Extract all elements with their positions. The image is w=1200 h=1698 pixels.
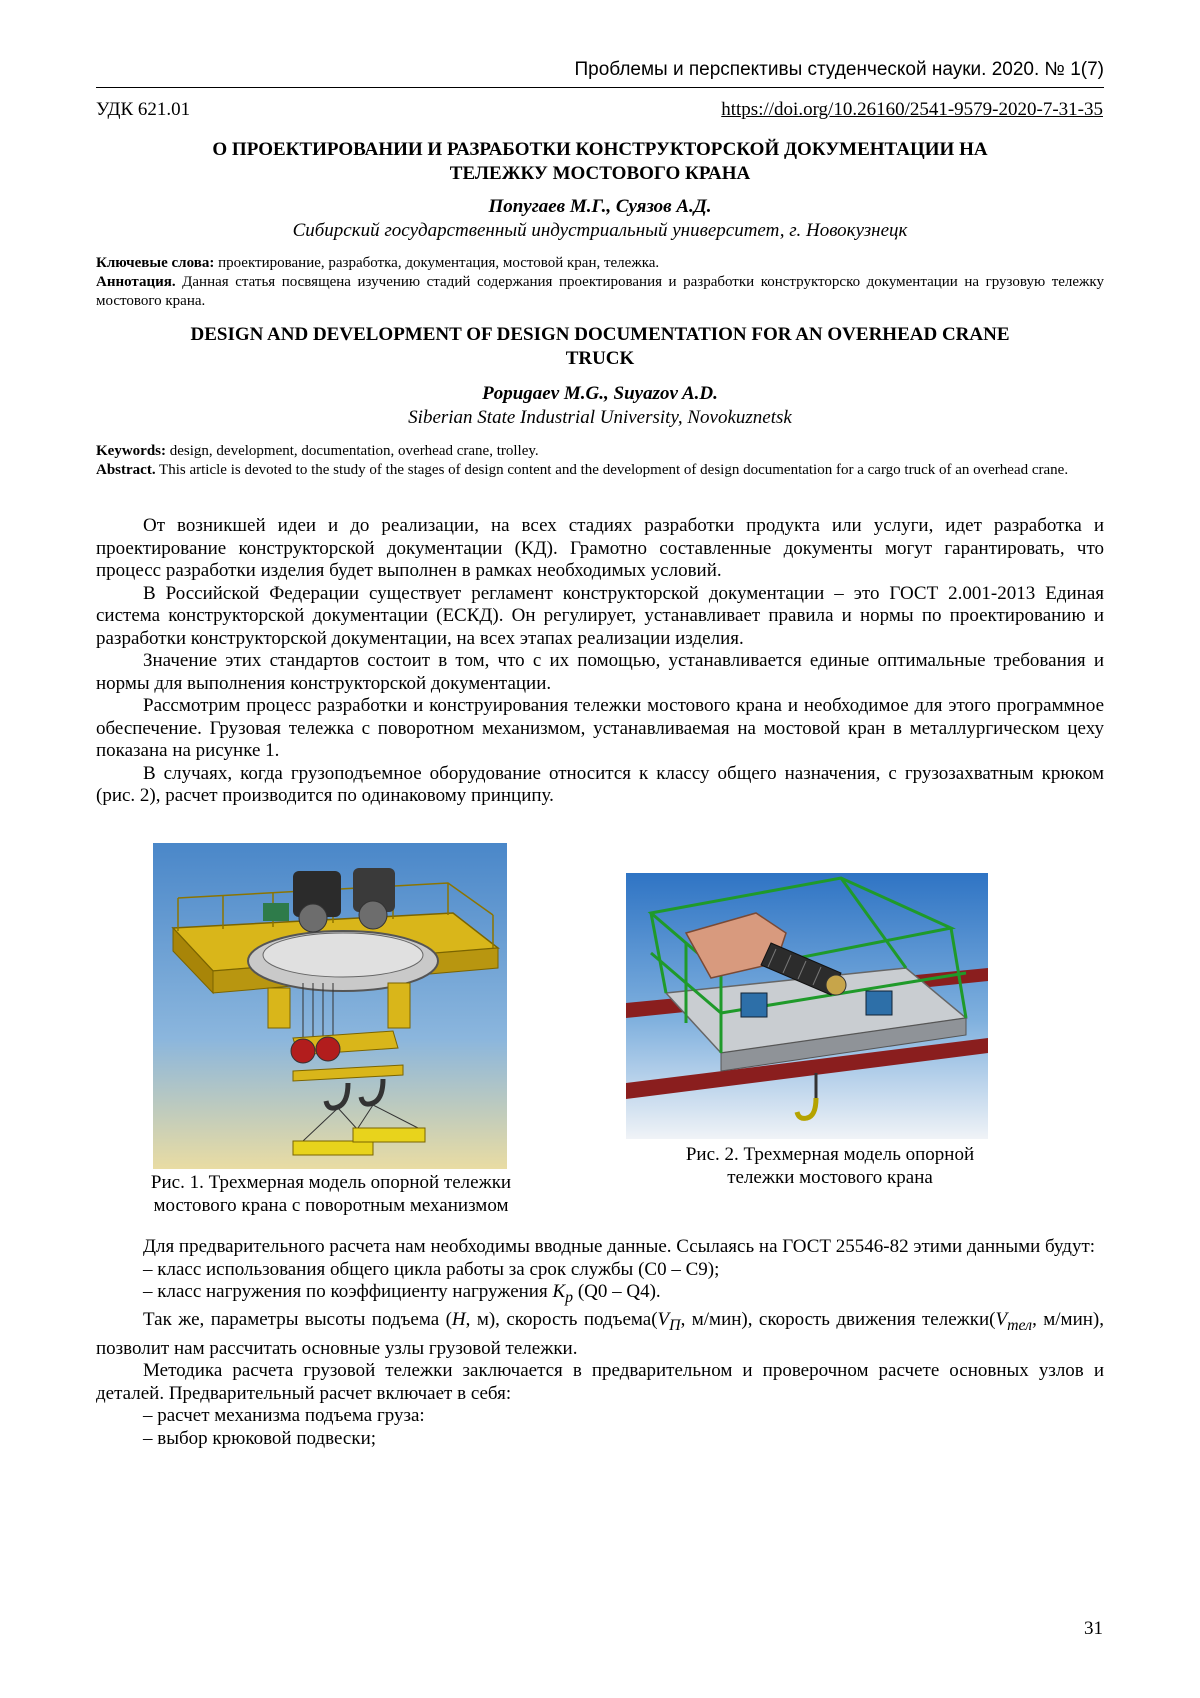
journal-header: Проблемы и перспективы студенческой науки. 2020. № 1(7): [574, 59, 1104, 80]
sheave: [291, 1039, 315, 1063]
ru-title-line-1: О ПРОЕКТИРОВАНИИ И РАЗРАБОТКИ КОНСТРУКТОРСКОЙ ДОКУМЕНТАЦИИ НА: [212, 139, 988, 160]
ru-affiliation: Сибирский государственный индустриальный университет, г. Новокузнецк: [292, 220, 908, 241]
figure-2-image: [626, 873, 988, 1139]
figure-1-caption-line-1: Рис. 1. Трехмерная модель опорной тележки: [150, 1172, 512, 1193]
figure-1-image: [153, 843, 507, 1169]
en-title: [96, 323, 1104, 371]
paragraph: В Российской Федерации существует регламент конструкторской документации – это ГОСТ 2.001-2013 Единая система конструкторской документации (ЕСКД). Он регулирует, устанавливает правила и нормы по проектированию и разработки конструкторской документации, на всех этапах реализации изделия.: [96, 582, 1104, 649]
symbol-v-trolley: V: [995, 1309, 1008, 1331]
load-block: [353, 1128, 425, 1142]
ru-abstract-label: Аннотация.: [96, 274, 176, 290]
symbol-k: K: [552, 1281, 566, 1302]
ru-authors: Попугаев М.Г., Суязов А.Д.: [488, 196, 712, 217]
ru-abstract: [96, 273, 1104, 311]
doi-link[interactable]: https://doi.org/10.26160/2541-9579-2020-7-31-35: [721, 99, 1103, 120]
en-abstract: [96, 461, 1104, 480]
list-item: – выбор крюковой подвески;: [143, 1427, 377, 1449]
paragraph: Так же, параметры высоты подъема (H, м), скорость $подъема(V_П$, м/мин), скорость движения $тележки(V_{тел}$, м/мин), позволит нам рассчитать основные узлы грузовой тележки.: [96, 1309, 1104, 1359]
sheave: [316, 1037, 340, 1061]
header-rule: [96, 87, 1104, 88]
paragraph: Рассмотрим процесс разработки и конструирования тележки мостового крана и необходимое для этого программное обеспечение. Грузовая тележка с поворотном механизмом, устанавливаемая на мостовой кран в металлургическом цеху показана на рисунке 1.: [96, 695, 1104, 761]
ru-abstract-text: Данная статья посвящена изучению стадий содержания проектирования и разработки конструкторско документации на грузовую тележку мостового крана.: [96, 274, 1104, 309]
paragraph: Для предварительного расчета нам необходимы вводные данные. Ссылаясь на ГОСТ 25546-82 этими данными будут:: [143, 1236, 1096, 1257]
motor: [263, 903, 289, 921]
drum-end: [299, 904, 327, 932]
symbol-v-lift: V: [657, 1309, 670, 1331]
udk-code: УДК 621.01: [96, 99, 191, 120]
list-item: – класс использования общего цикла работы за срок службы (C0 – C9);: [143, 1258, 720, 1280]
motor: [866, 991, 892, 1015]
body-section-1: [96, 515, 1104, 808]
page-number: 31: [1084, 1618, 1103, 1639]
ru-keywords-text: проектирование, разработка, документация, мостовой кран, тележка.: [214, 255, 660, 271]
paragraph: В случаях, когда грузоподъемное оборудование относится к классу общего назначения, с грузозахватным крюком (рис. 2), расчет производится по одинаковому принципу.: [96, 762, 1104, 806]
symbol-v-lift-sub: П: [669, 1317, 681, 1335]
ru-title: [96, 138, 1104, 186]
ru-keywords: [96, 254, 1104, 273]
en-keywords-text: design, development, documentation, overhead crane, trolley.: [166, 443, 539, 459]
en-keywords: [96, 442, 1104, 461]
ru-meta: [96, 254, 1104, 311]
figure-2-caption-line-1: Рис. 2. Трехмерная модель опорной: [685, 1144, 975, 1165]
load-block: [293, 1141, 373, 1155]
motor: [741, 993, 767, 1017]
figure-2-illustration: [626, 873, 988, 1139]
en-keywords-label: Keywords:: [96, 443, 166, 459]
paragraph: От возникшей идеи и до реализации, на всех стадиях разработки продукта или услуги, идет разработка и проектирование конструкторской документации (КД). Грамотно составленные документы могут гарантировать, что процесс разработки изделия будет выполнен в рамках необходимых условий.: [96, 515, 1104, 581]
ru-title-line-2: ТЕЛЕЖКУ МОСТОВОГО КРАНА: [449, 163, 751, 184]
en-authors: Popugaev M.G., Suyazov A.D.: [482, 383, 718, 404]
en-title-line-2: TRUCK: [565, 348, 635, 369]
drum-end: [359, 901, 387, 929]
brake: [826, 975, 846, 995]
figure-2-caption: [650, 1143, 1010, 1189]
symbol-h: H: [451, 1309, 466, 1331]
en-meta: [96, 442, 1104, 480]
figure-1-illustration: [153, 843, 507, 1169]
symbol-v-trolley-sub: тел: [1007, 1317, 1033, 1335]
body-section-2: [96, 1236, 1104, 1450]
figure-2-caption-line-2: тележки мостового крана: [727, 1167, 933, 1188]
paragraph: Значение этих стандартов состоит в том, что с их помощью, устанавливается единые оптимальные требования и нормы для выполнения конструкторской документации.: [96, 650, 1104, 694]
list-item: – класс нагружения по коэффициенту нагружения $K_p$ (Q0 – Q4).: [143, 1281, 661, 1306]
symbol-k-sub: p: [565, 1288, 574, 1306]
list-item: – расчет механизма подъема груза:: [143, 1405, 425, 1427]
en-title-line-1: DESIGN AND DEVELOPMENT OF DESIGN DOCUMENTATION FOR AN OVERHEAD CRANE: [190, 324, 1010, 345]
figure-1-caption-line-2: мостового крана с поворотным механизмом: [153, 1195, 509, 1216]
figure-1-caption: [96, 1171, 566, 1217]
paragraph: Методика расчета грузовой тележки заключается в предварительном и проверочном расчете основных узлов и деталей. Предварительный расчет включает в себя:: [96, 1360, 1104, 1404]
ru-keywords-label: Ключевые слова:: [96, 255, 215, 271]
en-abstract-text: This article is devoted to the study of the stages of design content and the development of design documentation for a cargo truck of an overhead crane.: [155, 462, 1069, 478]
en-affiliation: Siberian State Industrial University, Novokuznetsk: [408, 407, 792, 428]
en-abstract-label: Abstract.: [96, 462, 156, 478]
